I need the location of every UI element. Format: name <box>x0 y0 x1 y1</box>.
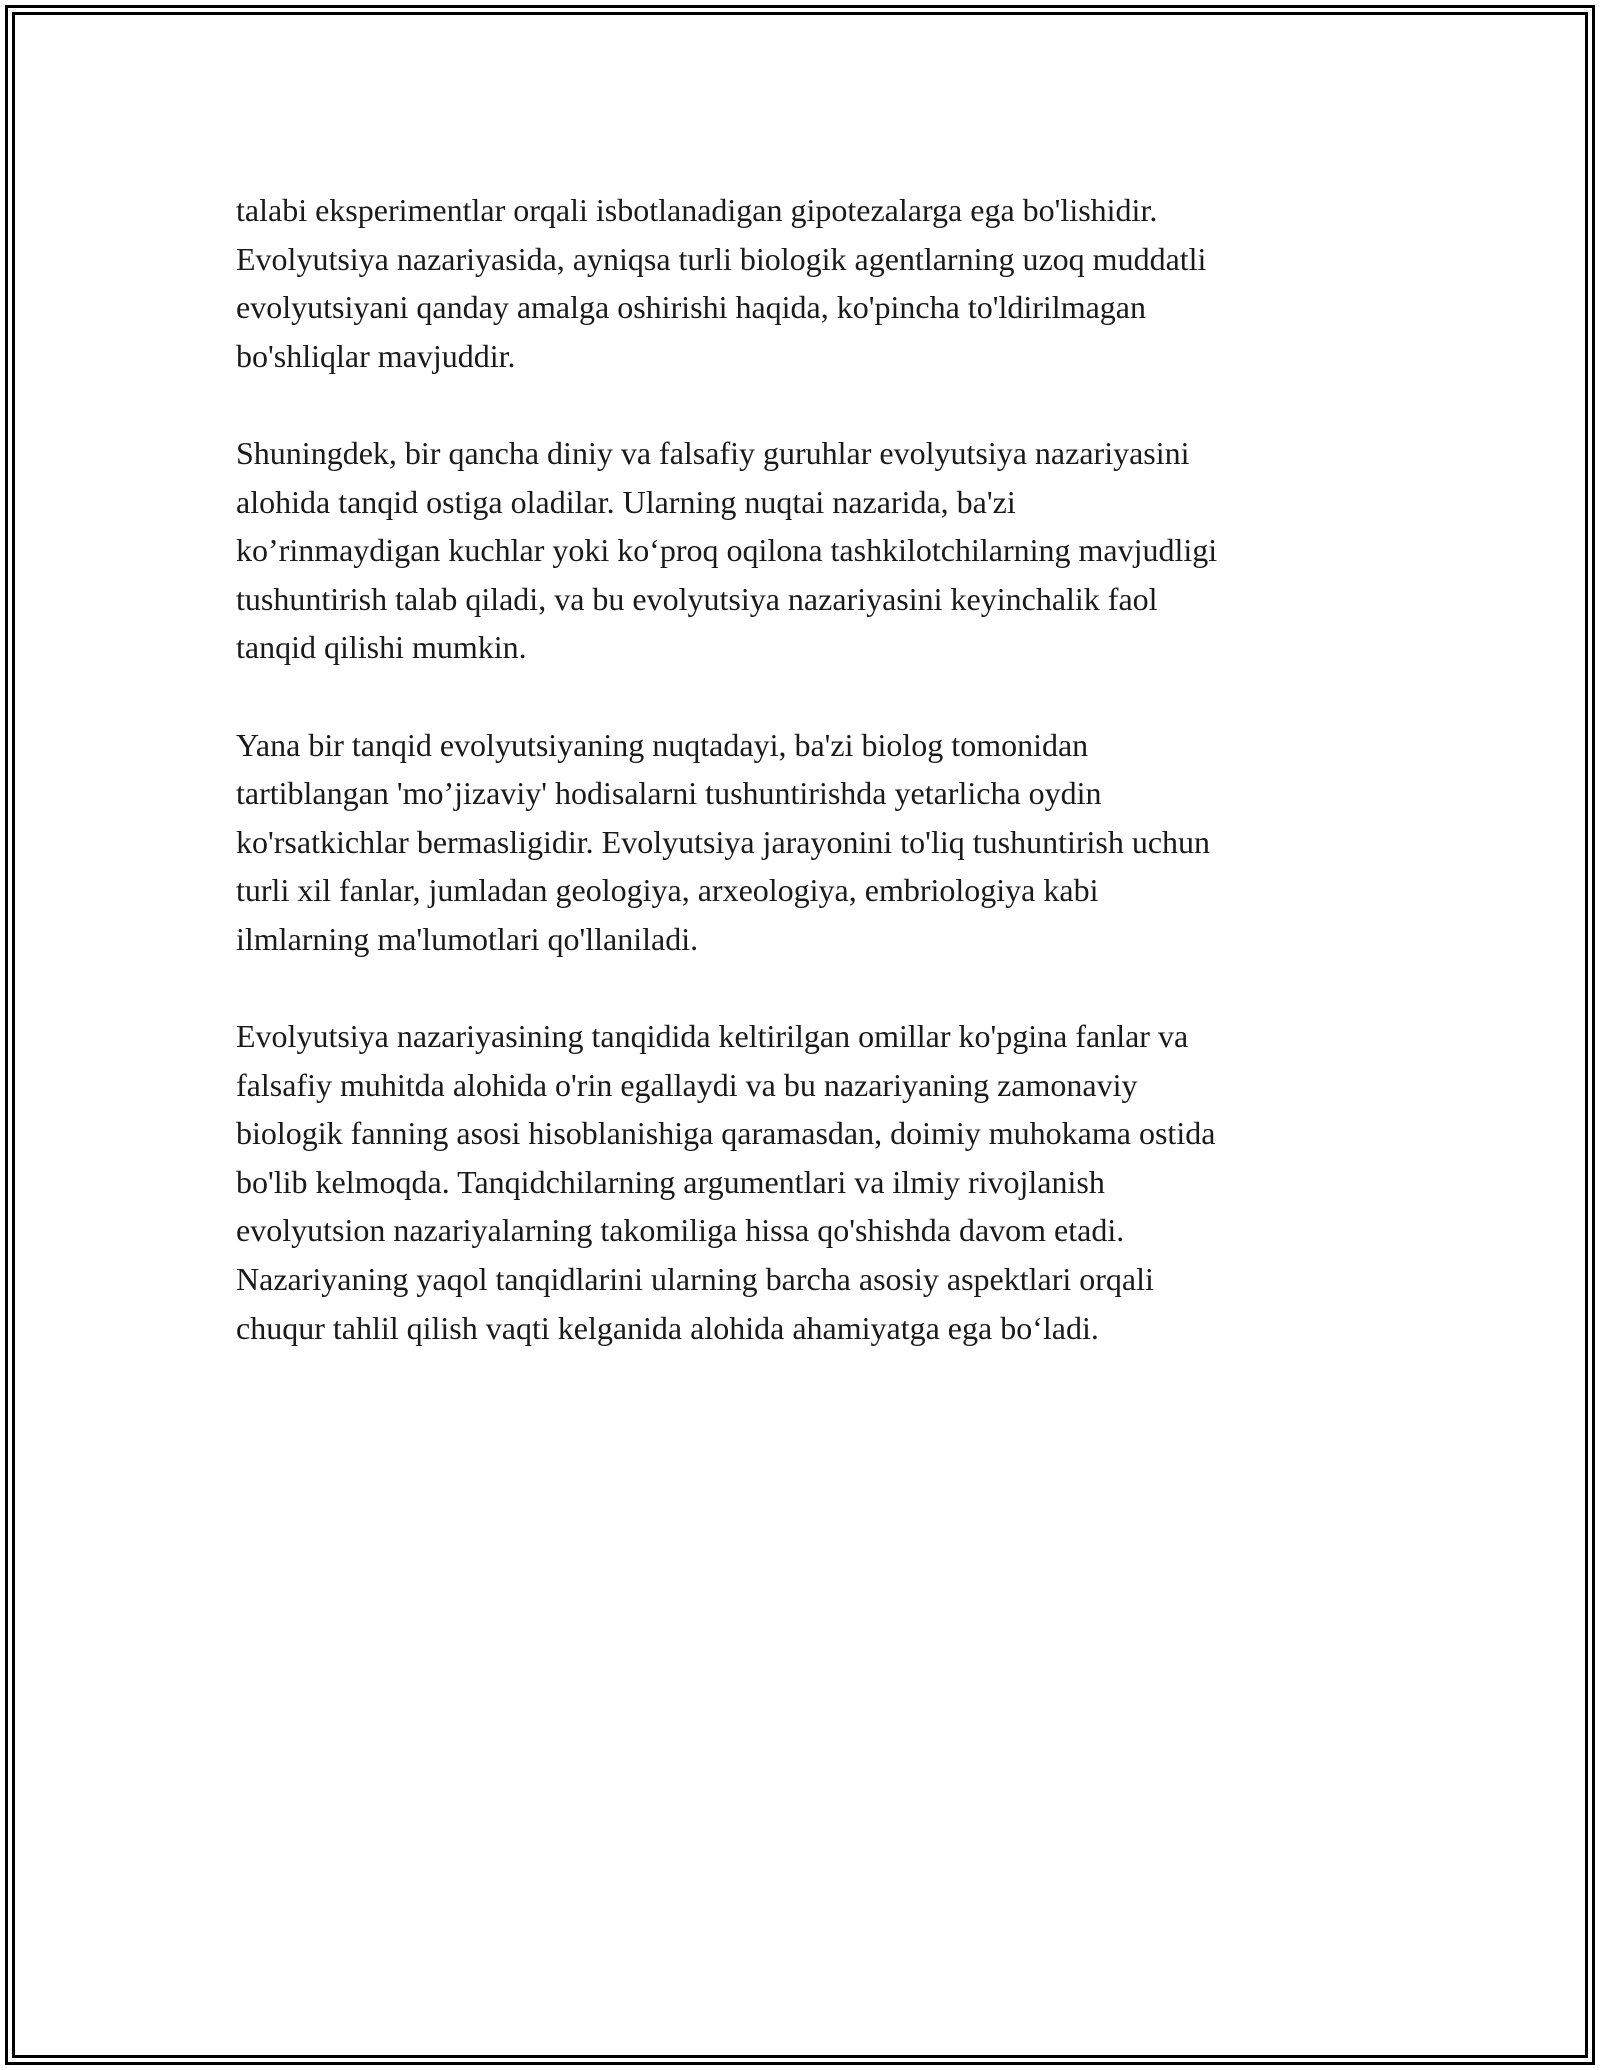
paragraph-3: Yana bir tanqid evolyutsiyaning nuqtadayi, ba'zi biolog tomonidan tartiblangan 'mo’jizaviy' hodisalarni tushuntirishda yetarlicha oydin ko'rsatkichlar bermasligidir. Evolyutsiya jarayonini to'liq tushuntirish uchun turli xil fanlar, jumladan geologiya, arxeologiya, embriologiya kabi ilmlarning ma'lumotlari qo'llaniladi. <box>236 726 1211 957</box>
paragraph-1: talabi eksperimentlar orqali isbotlanadigan gipotezalarga ega bo'lishidir. Evolyutsiya nazariyasida, ayniqsa turli biologik agentlarning uzoq muddatli evolyutsiyani qanday amalga oshirishi haqida, ko'pincha to'ldirilmagan bo'shliqlar mavjuddir. <box>236 192 1207 374</box>
paragraph-4: Evolyutsiya nazariyasining tanqidida keltirilgan omillar ko'pgina fanlar va falsafiy muhitda alohida o'rin egallaydi va bu nazariyaning zamonaviy biologik fanning asosi hisoblanishiga qaramasdan, doimiy muhokama ostida bo'lib kelmoqda. Tanqidchilarning argumentlari va ilmiy rivojlanish evolyutsion nazariyalarning takomiliga hissa qo'shishda davom etadi. Nazariyaning yaqol tanqidlarini ularning barcha asosiy aspektlari orqali chuqur tahlil qilish vaqti kelganida alohida ahamiyatga ega bo‘ladi. <box>236 1018 1216 1346</box>
paragraph-2: Shuningdek, bir qancha diniy va falsafiy guruhlar evolyutsiya nazariyasini alohida tanqid ostiga oladilar. Ularning nuqtai nazarida, ba'zi ko’rinmaydigan kuchlar yoki ko‘proq oqilona tashkilotchilarning mavjudligi tushuntirish talab qiladi, va bu evolyutsiya nazariyasini keyinchalik faol tanqid qilishi mumkin. <box>236 434 1218 666</box>
document-body <box>236 186 1376 1401</box>
